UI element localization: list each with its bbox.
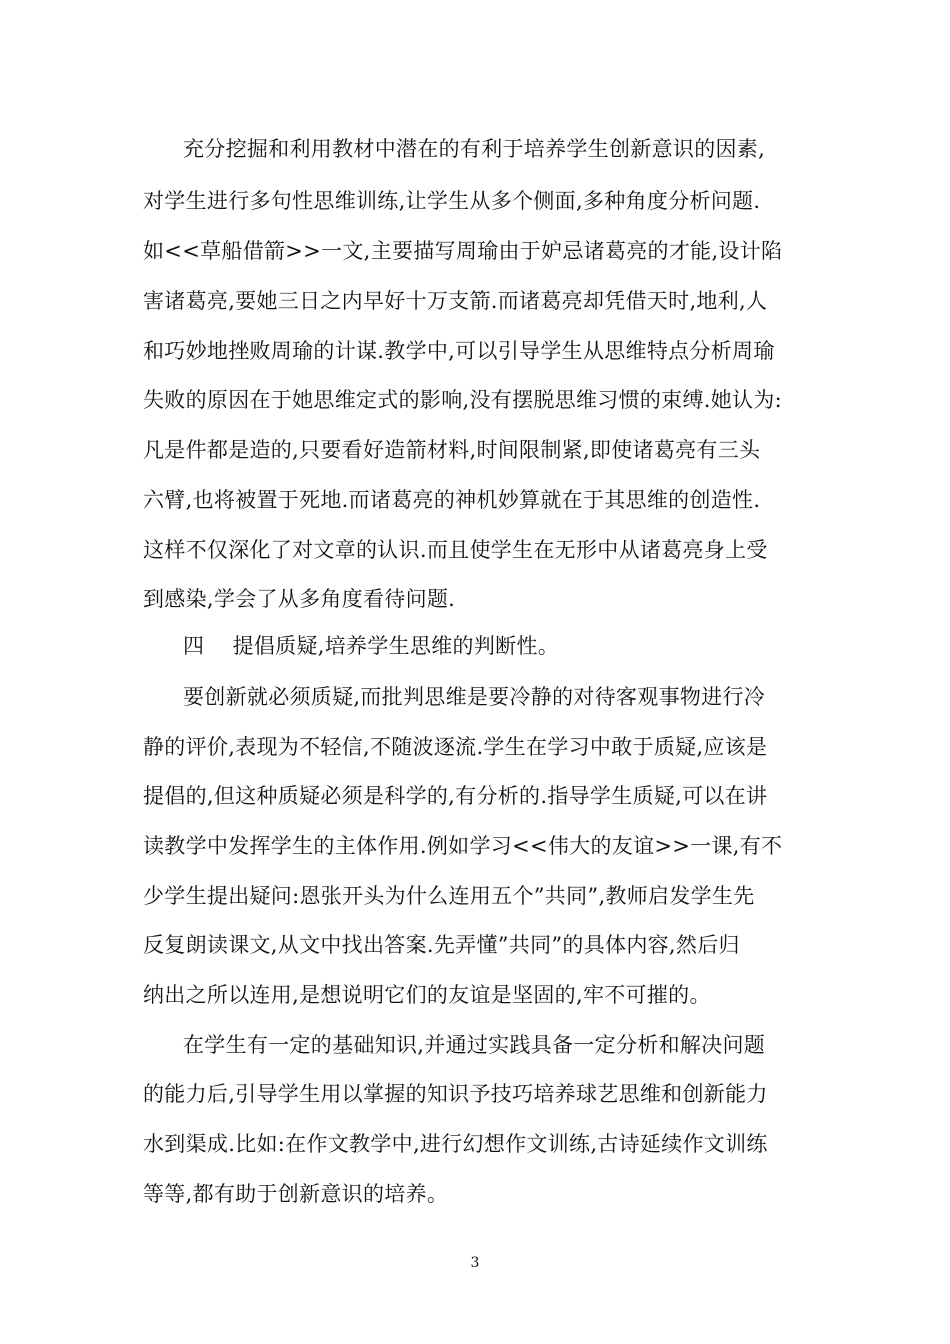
text-line: 纳出之所以连用,是想说明它们的友谊是坚固的,牢不可摧的。: [143, 983, 711, 1007]
text-line: 读教学中发挥学生的主体作用.例如学习<<伟大的友谊>>一课,有不: [143, 834, 783, 858]
text-line: 提倡的,但这种质疑必须是科学的,有分析的.指导学生质疑,可以在讲: [143, 784, 768, 808]
page-number: 3: [470, 1255, 480, 1271]
text-line: 的能力后,引导学生用以掌握的知识予技巧培养球艺思维和创新能力: [143, 1082, 768, 1106]
text-line: 要创新就必须质疑,而批判思维是要冷静的对待客观事物进行冷: [183, 685, 766, 709]
text-line: 凡是件都是造的,只要看好造箭材料,时间限制紧,即使诸葛亮有三头: [143, 438, 761, 462]
text-line: 在学生有一定的基础知识,并通过实践具备一定分析和解决问题: [183, 1033, 766, 1057]
text-line: 充分挖掘和利用教材中潜在的有利于培养学生创新意识的因素,: [183, 137, 766, 161]
text-line: 静的评价,表现为不轻信,不随波逐流.学生在学习中敢于质疑,应该是: [143, 735, 768, 759]
text-line: 这样不仅深化了对文章的认识.而且使学生在无形中从诸葛亮身上受: [143, 538, 768, 562]
text-line: 反复朗读课文,从文中找出答案.先弄懂”共同”的具体内容,然后归: [143, 933, 740, 957]
text-line: 如<<草船借箭>>一文,主要描写周瑜由于妒忌诸葛亮的才能,设计陷: [143, 239, 783, 263]
text-line: 失败的原因在于她思维定式的影响,没有摆脱思维习惯的束缚.她认为:: [143, 388, 783, 412]
text-line: 到感染,学会了从多角度看待问题.: [143, 587, 456, 611]
text-line: 水到渠成.比如:在作文教学中,进行幻想作文训练,古诗延续作文训练: [143, 1132, 768, 1156]
text-line: 少学生提出疑问:恩张开头为什么连用五个”共同”,教师启发学生先: [143, 884, 755, 908]
text-line: 六臂,也将被置于死地.而诸葛亮的神机妙算就在于其思维的创造性.: [143, 488, 761, 512]
text-line: 等等,都有助于创新意识的培养。: [143, 1182, 449, 1206]
text-line: 对学生进行多句性思维训练,让学生从多个侧面,多种角度分析问题.: [143, 189, 761, 213]
section-heading: 四 提倡质疑,培养学生思维的判断性。: [183, 634, 560, 658]
text-line: 害诸葛亮,要她三日之内早好十万支箭.而诸葛亮却凭借天时,地利,人: [143, 289, 768, 313]
text-line: 和巧妙地挫败周瑜的计谋.教学中,可以引导学生从思维特点分析周瑜: [143, 339, 775, 363]
